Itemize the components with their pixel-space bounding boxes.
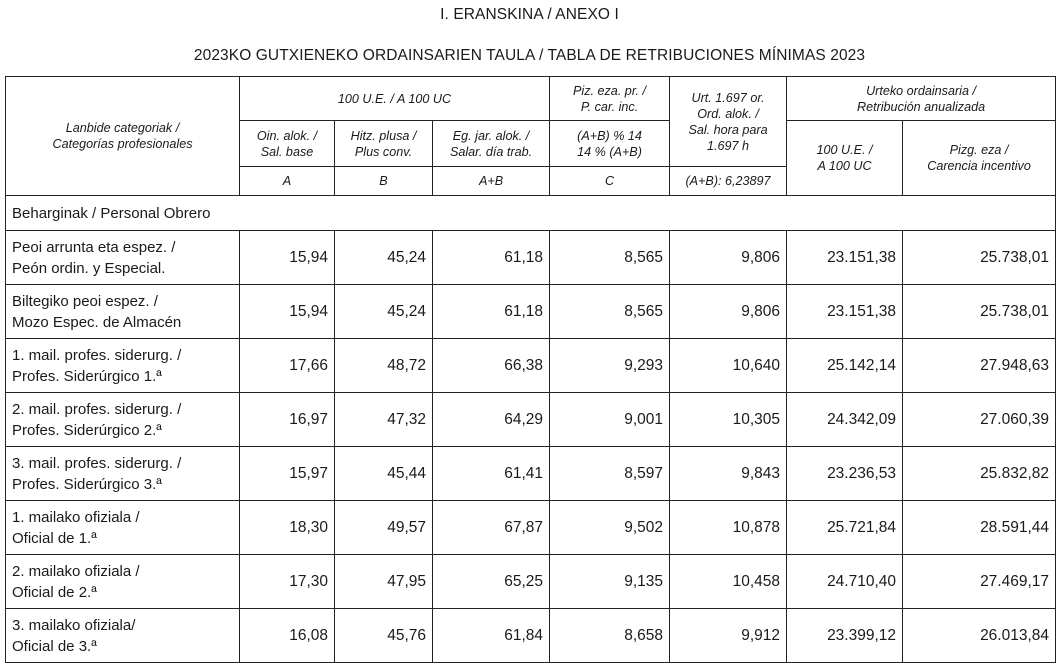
cell-annual-100: 24.710,40 [787,555,903,609]
cell-annual-100: 23.399,12 [787,609,903,663]
cell-hourly: 10,878 [670,501,787,555]
cell-hourly: 9,806 [670,285,787,339]
code-b: B [335,167,433,196]
category-cell [6,285,240,339]
category-basque: 2. mailako ofiziala / [12,562,140,580]
cell-annual-100: 25.721,84 [787,501,903,555]
cell-carencia: 9,001 [550,393,670,447]
cell-carencia: 8,597 [550,447,670,501]
cell-carencia: 9,135 [550,555,670,609]
cell-annual-carencia: 25.832,82 [903,447,1056,501]
cell-annual-carencia: 27.060,39 [903,393,1056,447]
cell-carencia: 9,502 [550,501,670,555]
header-group-100: 100 U.E. / A 100 UC [240,77,550,121]
cell-plus: 47,32 [335,393,433,447]
category-cell [6,393,240,447]
cell-plus: 45,24 [335,285,433,339]
cell-base: 16,08 [240,609,335,663]
cell-plus: 45,24 [335,231,433,285]
category-cell [6,501,240,555]
table-row [6,393,1056,447]
cell-annual-carencia: 25.738,01 [903,231,1056,285]
cell-base: 15,94 [240,231,335,285]
cell-plus: 47,95 [335,555,433,609]
category-basque: 3. mail. profes. siderurg. / [12,454,182,472]
header-hourly: Urt. 1.697 or. Ord. alok. / Sal. hora para 1.697 h [670,77,787,167]
cell-annual-100: 25.142,14 [787,339,903,393]
table-title: 2023KO GUTXIENEKO ORDAINSARIEN TAULA / TABLA DE RETRIBUCIONES MÍNIMAS 2023 [193,47,866,64]
category-spanish: Oficial de 1.ª [12,529,97,547]
cell-hourly: 9,912 [670,609,787,663]
table-row [6,285,1056,339]
cell-base: 15,97 [240,447,335,501]
cell-annual-carencia: 26.013,84 [903,609,1056,663]
header-carencia-top: Piz. eza. pr. / P. car. inc. [550,77,670,121]
cell-carencia: 8,565 [550,285,670,339]
cell-base: 18,30 [240,501,335,555]
category-cell [6,555,240,609]
retribution-table [5,76,1056,663]
cell-carencia: 8,658 [550,609,670,663]
header-annual-carencia: Pizg. eza / Carencia incentivo [903,121,1056,196]
cell-annual-carencia: 27.469,17 [903,555,1056,609]
category-basque: Peoi arrunta eta espez. / [12,238,176,256]
cell-daily: 66,38 [433,339,550,393]
cell-base: 17,66 [240,339,335,393]
cell-plus: 45,44 [335,447,433,501]
category-basque: 1. mailako ofiziala / [12,508,140,526]
table-body [6,196,1056,663]
cell-hourly: 10,458 [670,555,787,609]
code-ab: A+B [433,167,550,196]
category-basque: 2. mail. profes. siderurg. / [12,400,182,418]
category-spanish: Profes. Siderúrgico 3.ª [12,475,162,493]
section-header: Beharginak / Personal Obrero [6,196,1056,231]
cell-daily: 65,25 [433,555,550,609]
cell-annual-100: 23.151,38 [787,231,903,285]
cell-plus: 48,72 [335,339,433,393]
category-cell [6,231,240,285]
category-spanish: Mozo Espec. de Almacén [12,313,182,331]
category-spanish: Profes. Siderúrgico 1.ª [12,367,162,385]
code-c: C [550,167,670,196]
category-spanish: Oficial de 2.ª [12,583,97,601]
cell-annual-carencia: 25.738,01 [903,285,1056,339]
cell-daily: 67,87 [433,501,550,555]
cell-hourly: 10,305 [670,393,787,447]
category-basque: Biltegiko peoi espez. / [12,292,158,310]
cell-base: 17,30 [240,555,335,609]
cell-plus: 49,57 [335,501,433,555]
category-spanish: Profes. Siderúrgico 2.ª [12,421,162,439]
category-basque: 1. mail. profes. siderurg. / [12,346,182,364]
category-spanish: Peón ordin. y Especial. [12,259,166,277]
category-basque: 3. mailako ofiziala/ [12,616,136,634]
cell-annual-100: 23.236,53 [787,447,903,501]
header-carencia: (A+B) % 14 14 % (A+B) [550,121,670,167]
cell-daily: 61,84 [433,609,550,663]
cell-annual-100: 23.151,38 [787,285,903,339]
table-row [6,501,1056,555]
cell-base: 15,94 [240,285,335,339]
cell-hourly: 9,843 [670,447,787,501]
cell-daily: 61,18 [433,285,550,339]
header-daily: Eg. jar. alok. / Salar. día trab. [433,121,550,167]
cell-plus: 45,76 [335,609,433,663]
category-cell [6,609,240,663]
category-spanish: Oficial de 3.ª [12,637,97,655]
header-annual-group: Urteko ordainsaria / Retribución anualizada [787,77,1056,121]
table-row [6,555,1056,609]
header-category: Lanbide categoriak / Categorías profesionales [6,77,240,196]
category-cell [6,339,240,393]
cell-annual-carencia: 27.948,63 [903,339,1056,393]
cell-hourly: 9,806 [670,231,787,285]
table-row [6,231,1056,285]
cell-carencia: 8,565 [550,231,670,285]
cell-daily: 61,18 [433,231,550,285]
cell-daily: 64,29 [433,393,550,447]
table-row [6,609,1056,663]
annex-title: I. ERANSKINA / ANEXO I [440,6,619,23]
cell-base: 16,97 [240,393,335,447]
category-cell [6,447,240,501]
cell-annual-100: 24.342,09 [787,393,903,447]
code-a: A [240,167,335,196]
header-plus: Hitz. plusa / Plus conv. [335,121,433,167]
cell-carencia: 9,293 [550,339,670,393]
table-row [6,447,1056,501]
code-hour-formula: (A+B): 6,23897 [670,167,787,196]
cell-hourly: 10,640 [670,339,787,393]
table-row [6,339,1056,393]
header-annual-100: 100 U.E. / A 100 UC [787,121,903,196]
header-base: Oin. alok. / Sal. base [240,121,335,167]
cell-annual-carencia: 28.591,44 [903,501,1056,555]
cell-daily: 61,41 [433,447,550,501]
